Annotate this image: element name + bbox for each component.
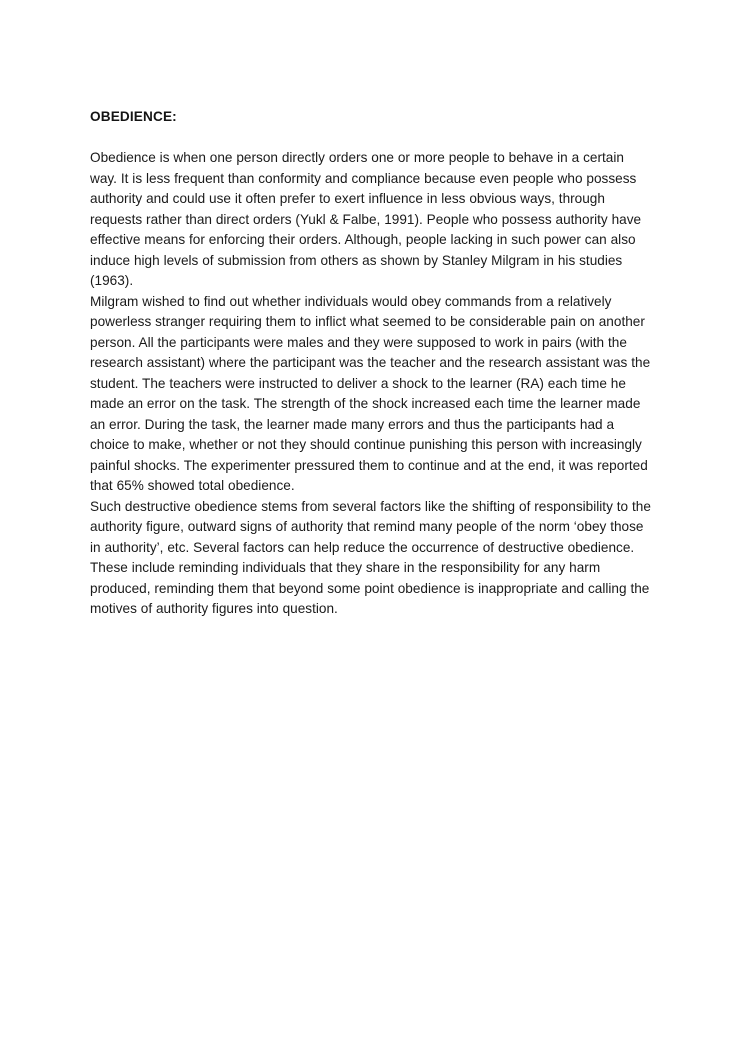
paragraph-destructive-obedience: Such destructive obedience stems from several factors like the shifting of responsibility to the authority figure, outward signs of authority that remind many people of the norm ‘obey those in authority’, etc. Several factors can help reduce the occurrence of destructive obedience. These include reminding individuals that they share in the responsibility for any harm produced, reminding them that beyond some point obedience is inappropriate and calling the motives of authority figures into question. — [90, 498, 651, 616]
paragraph-milgram-study: Milgram wished to find out whether individuals would obey commands from a relatively powerless stranger requiring them to inflict what seemed to be considerable pain on another person. All the participants were males and they were supposed to work in pairs (with the research assistant) where the participant was the teacher and the research assistant was the student. The teachers were instructed to deliver a shock to the learner (RA) each time he made an error on the task. The strength of the shock increased each time the learner made an error. During the task, the learner made many errors and thus the participants had a choice to make, whether or not they should continue punishing this person with increasingly painful shocks. The experimenter pressured them to continue and at the end, it was reported that 65% showed total obedience. — [90, 293, 651, 493]
paragraph-definition: Obedience is when one person directly orders one or more people to behave in a certain way. It is less frequent than conformity and compliance because even people who possess authority and could use it often prefer to exert influence in less obvious ways, through requests rather than direct orders (Yukl & Falbe, 1991). People who possess authority have effective means for enforcing their orders. Although, people lacking in such power can also induce high levels of submission from others as shown by Stanley Milgram in his studies (1963). — [90, 150, 642, 288]
heading-spacer — [90, 128, 652, 149]
page-title: OBEDIENCE: — [90, 109, 177, 124]
document-text-block — [90, 107, 652, 620]
